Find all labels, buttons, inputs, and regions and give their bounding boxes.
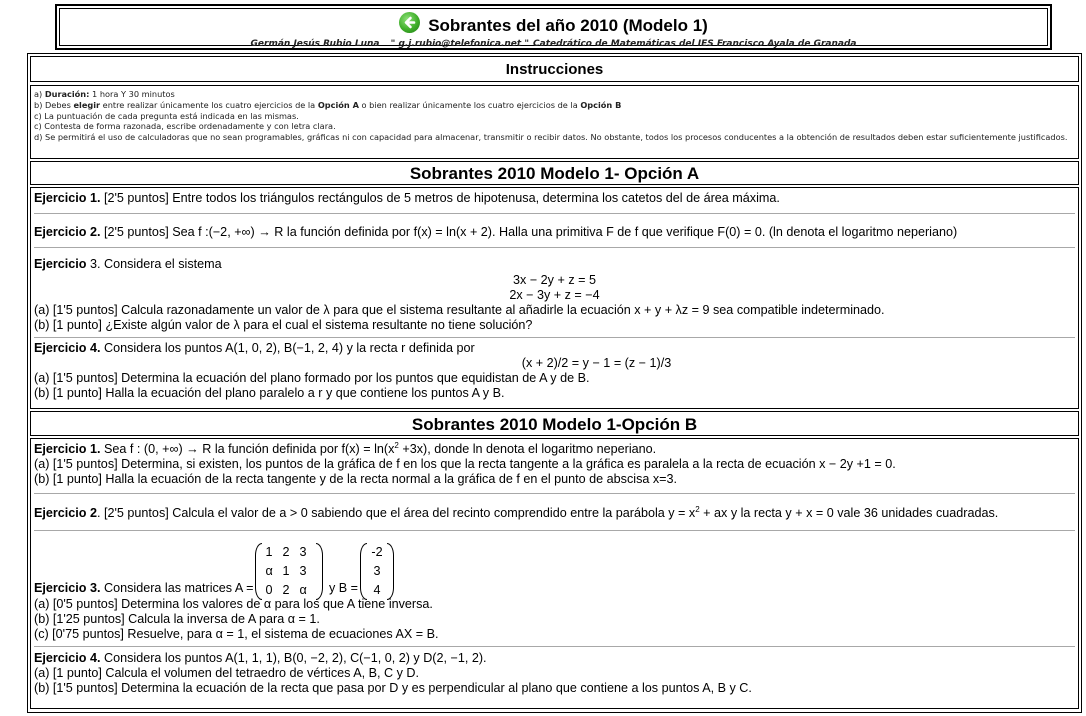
exercise-text: [2'5 puntos] Sea f :(−2, +∞) → R la función definida por f(x) = ln(x + 2). Halla una primitiva F de f que verifique F(0) = 0. (ln denota el logaritmo neperiano)	[100, 225, 958, 239]
divider	[34, 493, 1075, 494]
back-arrow-icon[interactable]	[399, 12, 420, 33]
exercise-label: Ejercicio 1.	[34, 442, 101, 456]
instructions-title: Instrucciones	[30, 56, 1079, 82]
option-a-title: Sobrantes 2010 Modelo 1- Opción A	[30, 161, 1079, 185]
right-paren	[387, 543, 394, 600]
line-equation: (x + 2)/2 = y − 1 = (z − 1)/3	[521, 356, 672, 370]
option-b-exercise-1: Ejercicio 1. Sea f : (0, +∞) → R la función definida por $f(x) = \ln(x^2 +3x)$, donde ln denota el logaritmo neperiano. (a) [1'5 puntos] Determina, si existen, los puntos de la gráfica de f en los que la recta tangente a la gráfica es paralela a la recta de ecuación x − 2y +1 = 0. (b) [1 punto] Halla la ecuación de la recta tangente y de la recta normal a la gráfica de f en el punto de abscisa x=3.	[34, 442, 1075, 487]
author-name: Germán Jesús Rubio Luna	[250, 39, 380, 49]
matrix-a-grid	[262, 543, 316, 600]
option-b-exercise-2: Ejercicio 2. [2'5 puntos] Calcula el valor de a > 0 sabiendo que el área del recinto comprendido entre la parábola $y = x^2$ + ax y la recta y + x = 0 vale 36 unidades cuadradas.	[34, 505, 999, 520]
instruction-d: d) Se permitirá el uso de calculadoras que no sean programables, gráficas ni con capacidad para almacenar, transmitir o recibir datos. No obstante, todos los procesos conducentes a la obtención de resultados deben estar suficientemente justificados.	[34, 132, 1068, 143]
option-a-exercise-4	[34, 341, 1075, 401]
header-title-row	[60, 15, 1047, 37]
part-b: (b) [1 punto] Halla la ecuación de la recta tangente y de la recta normal a la gráfica de f en el punto de abscisa x=3.	[34, 472, 678, 486]
matrix-a-cell: α	[299, 583, 307, 597]
part-b: (b) [1'25 puntos] Calcula la inversa de A para α = 1.	[34, 612, 320, 626]
matrix-a-cell: 3	[299, 545, 307, 559]
divider	[34, 646, 1075, 647]
exercise-label: Ejercicio 2.	[34, 225, 101, 239]
matrix-b-cell: 3	[373, 564, 381, 578]
equation-1: 3x − 2y + z = 5	[513, 273, 596, 287]
matrix-a	[255, 543, 323, 600]
left-paren	[255, 543, 262, 600]
instruction-c2: c) Contesta de forma razonada, escribe ordenadamente y con letra clara.	[34, 121, 336, 132]
instruction-b: b) Debes elegir entre realizar únicamente los cuatro ejercicios de la Opción A o bien realizar únicamente los cuatro ejercicios de la Opción B	[34, 99, 622, 110]
divider	[34, 337, 1075, 338]
page-header-inner	[59, 8, 1048, 49]
divider	[34, 530, 1075, 531]
part-a: (a) [1'5 puntos] Calcula razonadamente un valor de λ para que el sistema resultante al añadirle la ecuación x + y + λz = 9 sea compatible indeterminado.	[34, 303, 885, 317]
exercise-label: Ejercicio 4.	[34, 651, 101, 665]
matrix-a-cell: α	[265, 564, 273, 578]
matrix-b-cell: 4	[373, 583, 381, 597]
matrix-b-grid	[367, 543, 387, 600]
option-a-body	[30, 187, 1079, 409]
part-b: (b) [1 punto] Halla la ecuación del plano paralelo a r y que contiene los puntos A y B.	[34, 386, 505, 400]
matrix-a-cell: 2	[282, 545, 290, 559]
matrix-a-cell: 2	[282, 583, 290, 597]
exam-container	[27, 53, 1082, 713]
part-a: (a) [1'5 puntos] Determina, si existen, los puntos de la gráfica de f en los que la recta tangente a la gráfica es paralela a la recta de ecuación x − 2y +1 = 0.	[34, 457, 896, 471]
matrix-b-cell: -2	[371, 545, 383, 559]
instruction-c1: c) La puntuación de cada pregunta está indicada en las mismas.	[34, 110, 299, 121]
author-email[interactable]: " g.j.rubio@telefonica.net "	[390, 39, 530, 49]
option-a-exercise-2	[34, 225, 1075, 240]
matrix-a-cell: 0	[265, 583, 273, 597]
exercise-label: Ejercicio	[34, 257, 87, 271]
part-b: (b) [1 punto] ¿Existe algún valor de λ para el cual el sistema resultante no tiene solución?	[34, 318, 533, 332]
divider	[34, 247, 1075, 248]
instructions-body	[30, 85, 1079, 159]
exercise-label: Ejercicio 2	[34, 506, 98, 520]
part-a: (a) [0'5 puntos] Determina los valores de α para los que A tiene inversa.	[34, 597, 433, 611]
exercise-label: Ejercicio 3.	[34, 581, 101, 595]
exercise-label: Ejercicio 4.	[34, 341, 101, 355]
matrix-b	[360, 543, 394, 600]
option-b-exercise-3	[34, 539, 1075, 642]
matrices-line: Ejercicio 3. Considera las matrices A = 1 2 3 α 1 3 0 2 α y B = -2 3 4	[34, 539, 1075, 596]
author-position: Catedrático de Matemáticas del IES Francisco Ayala de Granada	[533, 39, 857, 49]
option-b-title: Sobrantes 2010 Modelo 1-Opción B	[30, 411, 1079, 436]
part-a: (a) [1 punto] Calcula el volumen del tetraedro de vértices A, B, C y D.	[34, 666, 419, 680]
part-c: (c) [0'75 puntos] Resuelve, para α = 1, el sistema de ecuaciones AX = B.	[34, 627, 439, 641]
page-title: Sobrantes del año 2010 (Modelo 1)	[428, 16, 708, 35]
exercise-text: Considera los puntos A(1, 0, 2), B(−1, 2, 4) y la recta r definida por	[100, 341, 475, 355]
part-a: (a) [1'5 puntos] Determina la ecuación del plano formado por los puntos que equidistan de A y de B.	[34, 371, 590, 385]
author-line	[60, 39, 1047, 49]
instruction-a: a) Duración: 1 hora Y 30 minutos	[34, 89, 175, 99]
exercise-label: Ejercicio 1.	[34, 191, 101, 205]
option-b-body	[30, 438, 1079, 709]
option-a-exercise-1	[34, 191, 1075, 206]
matrix-a-cell: 1	[282, 564, 290, 578]
option-a-exercise-3: Ejercicio 3. Considera el sistema 3x − 2y + z = 5 2x − 3y + z = −4 (a) [1'5 puntos] Calcula razonadamente un valor de λ para que el sistema resultante al añadirle la ecuación x + y + λz = 9 sea compatible indeterminado. (b) [1 punto] ¿Existe algún valor de λ para el cual el sistema resultante no tiene solución?	[34, 257, 1075, 333]
part-b: (b) [1'5 puntos] Determina la ecuación de la recta que pasa por D y es perpendicular al plano que contiene a los puntos A, B y C.	[34, 681, 752, 695]
exercise-text: [2'5 puntos] Entre todos los triángulos rectángulos de 5 metros de hipotenusa, determina los catetos del de área máxima.	[100, 191, 780, 205]
option-b-exercise-4: Ejercicio 4. Considera los puntos A(1, 1, 1), B(0, −2, 2), C(−1, 0, 2) y D(2, −1, 2). (a) [1 punto] Calcula el volumen del tetraedro de vértices A, B, C y D. (b) [1'5 puntos] Determina la ecuación de la recta que pasa por D y es perpendicular al plano que contiene a los puntos A, B y C.	[34, 651, 1075, 696]
page-header	[55, 4, 1052, 50]
right-paren	[316, 543, 323, 600]
equation-2: 2x − 3y + z = −4	[509, 288, 600, 302]
divider	[34, 213, 1075, 214]
matrix-a-cell: 3	[299, 564, 307, 578]
left-paren	[360, 543, 367, 600]
matrix-a-cell: 1	[265, 545, 273, 559]
exercise-text: . Considera el sistema	[97, 257, 222, 271]
